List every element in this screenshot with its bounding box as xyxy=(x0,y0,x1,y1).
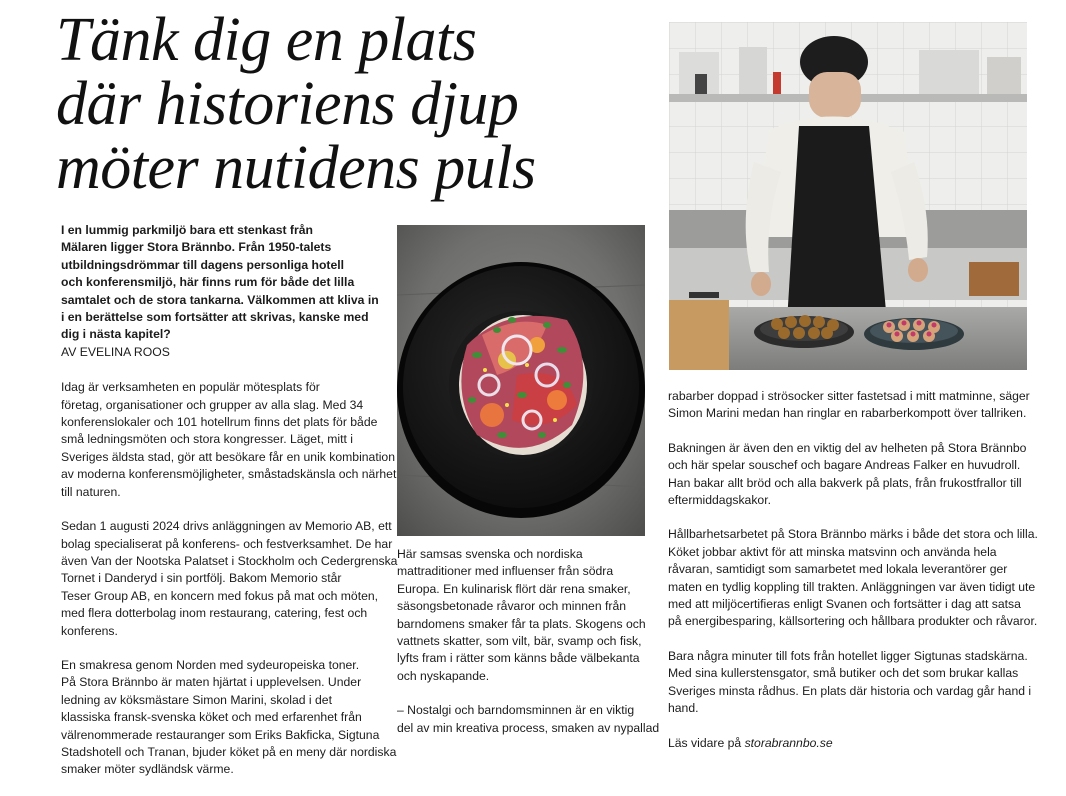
text-line: Sedan 1 augusti 2024 drivs anläggningen av Memorio AB, ett xyxy=(61,519,392,534)
text-line: Sveriges minsta rådhus. En plats där historia och vardag går hand i xyxy=(668,683,1032,698)
text-line: Stadshotell och Tranan, bjuder köket på en meny där nordiska xyxy=(61,744,397,759)
headline-line: där historiens djup xyxy=(56,70,519,138)
text-line: Teser Group AB, en koncern med fokus på mat och möten, xyxy=(61,588,379,603)
text-line: Europa. En kulinarisk flört där rena smaker, xyxy=(397,581,631,596)
text-line: även Van der Nootska Palatset i Stockholm och Cedergrenska xyxy=(61,553,398,568)
paragraph xyxy=(61,657,397,779)
text-line: Med sina kullerstensgator, små butiker och det som brukar kallas xyxy=(668,666,1019,681)
text-line: välrenommerade restauranger som Eriks Bakficka, Sigtuna xyxy=(61,727,380,742)
text-line: säsongsbetonade råvaror och minnen från xyxy=(397,599,626,614)
read-more-prefix: Läs vidare på xyxy=(668,735,745,750)
text-line: ledning av köksmästare Simon Marini, skolad i det xyxy=(61,692,332,707)
text-line: av moderna konferensmöjligheter, småstadskänsla och närhet xyxy=(61,467,397,482)
paragraph xyxy=(668,648,1030,718)
text-line: Bara några minuter till fots från hotellet ligger Sigtunas stadskärna. xyxy=(668,648,1028,663)
text-line: del av min kreativa process, smaken av nypallad xyxy=(397,720,660,735)
ingress-line: samtalet och de stora tankarna. Välkommen att kliva in xyxy=(61,292,379,307)
text-line: En smakresa genom Norden med sydeuropeiska toner. xyxy=(61,657,360,672)
text-line: Simon Marini medan han ringlar en rabarberkompott över tallriken. xyxy=(668,406,1027,421)
headline xyxy=(56,8,656,200)
article-column-3 xyxy=(668,388,1038,769)
text-line: Här samsas svenska och nordiska xyxy=(397,547,583,561)
byline: AV EVELINA ROOS xyxy=(61,344,170,359)
read-more xyxy=(668,735,1030,752)
text-line: konferens. xyxy=(61,623,118,638)
article-column-1 xyxy=(61,222,398,796)
ingress-line: Mälaren ligger Stora Brännbo. Från 1950-talets xyxy=(61,240,332,255)
text-line: barndomens smaker får ta plats. Skogens och xyxy=(397,616,646,631)
text-line: Köket jobbar aktivt för att minska matsvinn och använda hela xyxy=(668,544,997,559)
text-line: och här spelar souschef och bagare Andreas Falker en huvudroll. xyxy=(668,458,1021,473)
text-line: klassiska fransk-svenska köket och med erfarenhet från xyxy=(61,710,362,725)
text-line: med flera dotterbolag inom restaurang, catering, fest och xyxy=(61,606,368,621)
ingress xyxy=(61,222,383,344)
headline-line: möter nutidens puls xyxy=(56,134,536,202)
text-line: På Stora Brännbo är maten hjärtat i upplevelsen. Under xyxy=(61,675,362,690)
ingress-line: dig i nästa kapitel? xyxy=(61,327,171,342)
text-line: rabarber doppad i strösocker sitter fastetsad i mitt matminne, säger xyxy=(668,389,1030,403)
text-line: och nyskapande. xyxy=(397,668,490,683)
text-line: bolag specialiserat på konferens- och festverksamhet. De har xyxy=(61,536,393,551)
paragraph xyxy=(397,702,660,737)
text-line: Idag är verksamheten en populär mötesplats för xyxy=(61,380,320,395)
paragraph xyxy=(668,440,1030,510)
paragraph xyxy=(61,379,397,501)
text-line: smaker möter sydländsk värme. xyxy=(61,762,234,777)
text-line: konferenslokaler och 101 hotellrum finns det plats för både xyxy=(61,415,378,430)
paragraph xyxy=(668,526,1038,630)
text-line: Hållbarhetsarbetet på Stora Brännbo märks i både det stora och lilla. xyxy=(668,527,1038,542)
text-line: på energibesparing, källsortering och hållbara produkter och råvaror. xyxy=(668,614,1038,629)
text-line: små ledningsmöten och stora kongresser. Läget, mitt i xyxy=(61,432,353,447)
text-line: vattnets skatter, som vilt, bär, svamp och fisk, xyxy=(397,634,642,649)
text-line: företag, organisationer och grupper av alla slag. Med 34 xyxy=(61,397,364,412)
text-line: eftermiddagskakor. xyxy=(668,493,771,508)
headline-line: Tänk dig en plats xyxy=(56,6,477,74)
text-line: – Nostalgi och barndomsminnen är en viktig xyxy=(397,703,635,718)
chef-plating-pastries-photo xyxy=(669,22,1027,370)
ingress-line: utbildningsdrömmar till dagens personliga hotell xyxy=(61,257,345,272)
ingress-line: och konferensmiljö, här finns rum för både det lilla xyxy=(61,275,355,290)
text-line: råvaran, samtidigt som samarbetet med lokala leverantörer ger xyxy=(668,562,1008,577)
text-line: mattraditioner med influenser från södra xyxy=(397,564,614,579)
ingress-line: I en lummig parkmiljö bara ett stenkast från xyxy=(61,223,313,237)
text-line: Han bakar allt bröd och alla bakverk på plats, från frukostfrallor till xyxy=(668,475,1022,490)
article-column-2 xyxy=(397,546,660,754)
text-line: Tornet i Danderyd i sin portfölj. Bakom Memorio står xyxy=(61,571,342,586)
text-line: till naturen. xyxy=(61,484,121,499)
paragraph xyxy=(61,518,398,640)
website-link[interactable]: storabrannbo.se xyxy=(744,735,833,750)
ingress-line: i en berättelse som fortsätter att skrivas, kanske med xyxy=(61,310,369,325)
text-line: maten en tydlig koppling till trakten. Anläggningen var även tidigt ute xyxy=(668,579,1036,594)
text-line: lyfts fram i rätter som känns både välbekanta xyxy=(397,651,640,666)
text-line: Sveriges äldsta stad, gör att besökare får en unik kombination xyxy=(61,449,395,464)
plate-of-food-photo xyxy=(397,225,645,536)
text-line: hand. xyxy=(668,701,699,716)
text-line: Bakningen är även den en viktig del av helheten på Stora Brännbo xyxy=(668,440,1027,455)
paragraph xyxy=(397,546,647,685)
paragraph xyxy=(668,388,1030,423)
text-line: med att miljöcertifieras enligt Svanen och fortsätter i dag att satsa xyxy=(668,597,1021,612)
